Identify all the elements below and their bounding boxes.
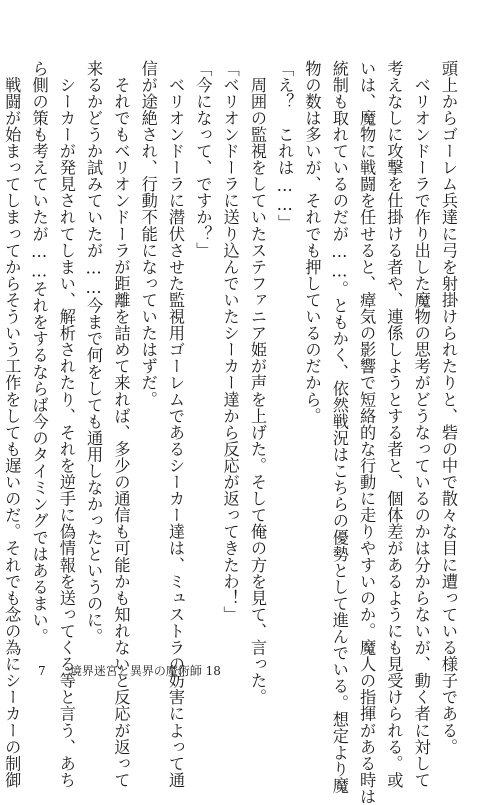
- page-footer: [38, 662, 221, 679]
- book-title: 境界迷宮と異界の魔術師 18: [69, 664, 221, 678]
- text-line: 信が途絶され、行動不能になっていたはずだ。: [138, 60, 158, 408]
- text-line: いは、魔物に戦闘を任せると、瘴気の影響で短絡的な行動に走りやすいのか。魔人の指揮がある時は: [357, 60, 377, 805]
- text-line: 「え？ これは……」: [275, 60, 295, 232]
- text-line: ベリオンドーラで作り出した魔物の思考がどうなっているのかは分からないが、動く者に対して: [411, 60, 431, 789]
- text-line: ベリオンドーラに潜伏させた監視用ゴーレムであるシーカー達は、ミュストラの妨害によって通: [166, 60, 186, 789]
- text-line: それでもベリオンドーラが距離を詰めて来れば、多少の通信も可能かも知れないと反応が返って: [111, 60, 131, 789]
- text-line: 「今になって、ですか？」: [193, 60, 213, 259]
- text-line: シーカーが発見されてしまい、解析されたり、それを逆手に偽情報を送ってくる等と言う、あち: [56, 60, 76, 789]
- text-line: 「ベリオンドーラに送り込んでいたシーカー達から反応が返ってきたわ！」: [220, 60, 240, 623]
- text-line: ら側の策も考えていたが……それをするならば今のタイミングではあるまい。: [29, 60, 49, 645]
- text-line: 来るかどうか試みていたが……今まで何をしても通用しなかったというのに。: [84, 60, 104, 645]
- text-line: 考えなしに攻撃を仕掛ける者や、連係しようとする者と、個体差があるようにも見受けられる。或: [384, 60, 404, 789]
- text-line: 周囲の監視をしていたステファニア姫が声を上げた。そして俺の方を見て、言った。: [247, 60, 267, 706]
- text-line: 統制も取れているのだが……。ともかく、依然戦況はこちらの優勢として進んでいる。想定より魔: [329, 60, 349, 794]
- text-line: 戦闘が始まってしまってからそういう工作をしても遅いのだ。それでも念の為にシーカーの制御: [2, 60, 22, 789]
- text-line: 頭上からゴーレム兵達に弓を射掛けられたりと、砦の中で散々な目に遭っている様子である。: [439, 60, 458, 756]
- text-line: 物の数は多いが、それでも押しているのだから。: [302, 60, 322, 425]
- page-number: 7: [38, 664, 46, 678]
